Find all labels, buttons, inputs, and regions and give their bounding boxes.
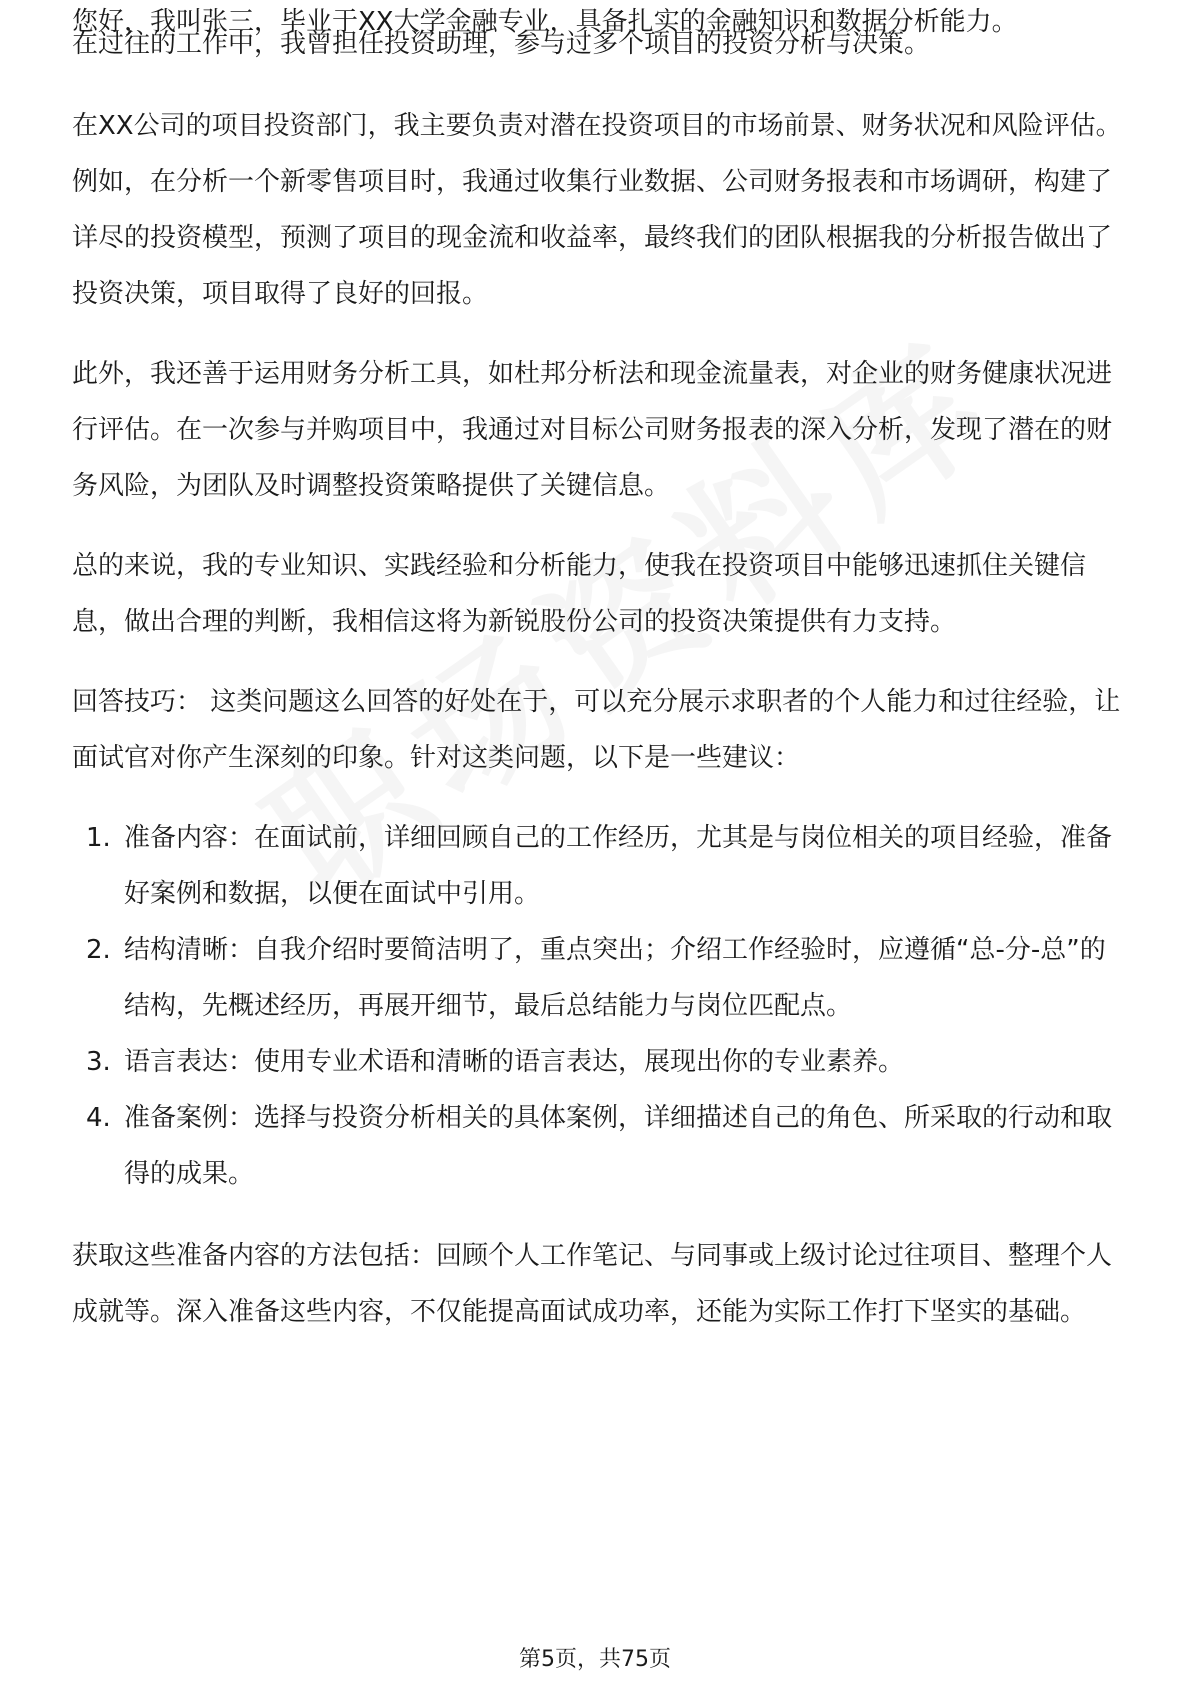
list-item bbox=[72, 1090, 1128, 1202]
list-text: 语言表达：使用专业术语和清晰的语言表达，展现出你的专业素养。 bbox=[124, 1047, 905, 1077]
paragraph-1: 在过往的工作中，我曾担任投资助理，参与过多个项目的投资分析与决策。 bbox=[72, 29, 931, 59]
list-item bbox=[72, 810, 1128, 922]
paragraph-6: 获取这些准备内容的方法包括：回顾个人工作笔记、与同事或上级讨论过往项目、整理个人成就等。深入准备这些内容，不仅能提高面试成功率，还能为实际工作打下坚实的基础。 bbox=[72, 1241, 1113, 1327]
list-item bbox=[72, 922, 1128, 1034]
cut-off-line bbox=[72, 0, 1128, 37]
list-text: 结构清晰：自我介绍时要简洁明了，重点突出；介绍工作经验时，应遵循“总-分-总”的结构，先概述经历，再展开细节，最后总结能力与岗位匹配点。 bbox=[124, 935, 1106, 1021]
paragraph-2: 在XX公司的项目投资部门，我主要负责对潜在投资项目的市场前景、财务状况和风险评估。例如，在分析一个新零售项目时，我通过收集行业数据、公司财务报表和市场调研，构建了详尽的投资模型，预测了项目的现金流和收益率，最终我们的团队根据我的分析报告做出了投资决策，项目取得了良好的回报。 bbox=[72, 111, 1122, 309]
list-number: 2. bbox=[86, 935, 111, 965]
document-body bbox=[72, 7, 1128, 1364]
paragraph-4: 总的来说，我的专业知识、实践经验和分析能力，使我在投资项目中能够迅速抓住关键信息，做出合理的判断，我相信这将为新锐股份公司的投资决策提供有力支持。 bbox=[72, 551, 1087, 637]
paragraph-tips-intro: 回答技巧： 这类问题这么回答的好处在于，可以充分展示求职者的个人能力和过往经验，让面试官对你产生深刻的印象。针对这类问题，以下是一些建议： bbox=[72, 687, 1121, 773]
list-item bbox=[72, 1034, 1128, 1090]
list-number: 3. bbox=[86, 1047, 111, 1077]
page-number-footer: 第5页，共75页 bbox=[519, 1647, 671, 1672]
list-text: 准备案例：选择与投资分析相关的具体案例，详细描述自己的角色、所采取的行动和取得的成果。 bbox=[124, 1103, 1113, 1189]
list-number: 4. bbox=[86, 1103, 111, 1133]
paragraph-cut: 您好，我叫张三，毕业于XX大学金融专业，具备扎实的金融知识和数据分析能力。 bbox=[72, 7, 1018, 37]
tips-list bbox=[72, 810, 1128, 1202]
list-number: 1. bbox=[86, 823, 111, 853]
paragraph-3: 此外，我还善于运用财务分析工具，如杜邦分析法和现金流量表，对企业的财务健康状况进行评估。在一次参与并购项目中，我通过对目标公司财务报表的深入分析，发现了潜在的财务风险，为团队及时调整投资策略提供了关键信息。 bbox=[72, 359, 1113, 501]
list-text: 准备内容：在面试前，详细回顾自己的工作经历，尤其是与岗位相关的项目经验，准备好案例和数据，以便在面试中引用。 bbox=[124, 823, 1113, 909]
